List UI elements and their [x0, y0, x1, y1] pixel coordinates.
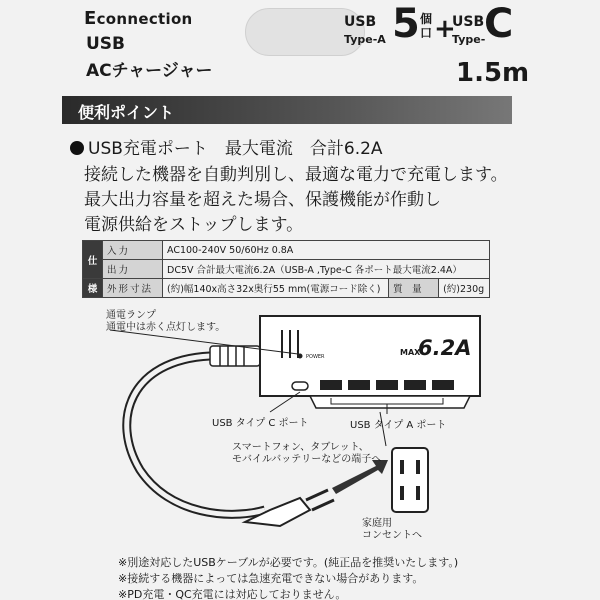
spec-weight-value: (約)230g: [439, 279, 490, 298]
feature-line-2: 最大出力容量を超えた場合、保護機能が作動し: [84, 190, 441, 210]
cable-relief: [210, 346, 260, 366]
max-label: MAX: [400, 348, 421, 357]
brand-name: connection: [96, 10, 193, 28]
note-1: ※別途対応したUSBケーブルが必要です。(純正品を推奨いたします。): [118, 556, 459, 569]
product-title-line2: ACチャージャー: [86, 61, 213, 81]
spec-output-value: DC5V 合計最大電流6.2A（USB-A ,Type-C 各ポート最大電流2.4A）: [163, 260, 490, 279]
spec-type-a-label: Type-A: [344, 33, 386, 46]
feature-line-1: 接続した機器を自動判別し、最適な電力で充電します。: [84, 165, 508, 185]
charger-base: [310, 396, 470, 408]
spec-weight-label: 質 量: [389, 279, 439, 298]
brand-mark: E: [84, 8, 97, 29]
spec-count-unit: 個口: [420, 12, 433, 40]
usb-a-port-icon-3: [376, 380, 398, 390]
brand-logo: [84, 8, 193, 29]
banner-label: 便利ポイント: [78, 103, 175, 122]
outlet-line-1: 家庭用: [362, 518, 392, 529]
insert-arrow-icon: [332, 460, 388, 494]
cable-inner: [127, 356, 265, 514]
lamp-title: 通電ランプ: [106, 310, 156, 321]
lamp-desc: 通電中は赤く点灯します。: [106, 322, 226, 333]
cable-length: 1.5m: [456, 58, 530, 88]
usb-c-port-icon: [292, 382, 308, 390]
spec-side-top: 仕: [83, 241, 103, 279]
bullet-icon: [70, 141, 84, 155]
power-lamp-icon: [298, 354, 303, 359]
spec-input-value: AC100-240V 50/60Hz 0.8A: [163, 241, 490, 260]
spec-port-count: 5: [392, 1, 420, 47]
usb-a-port-icon-4: [404, 380, 426, 390]
usb-a-port-icon-5: [432, 380, 454, 390]
max-current: 6.2A: [418, 336, 472, 360]
feature-banner: [62, 96, 512, 124]
spec-table: [82, 240, 490, 298]
spec-dims-value: (約)幅140x高さ32x奥行55 mm(電源コード除く): [163, 279, 389, 298]
feature-bullet: [70, 134, 383, 159]
spec-side-bottom: 様: [83, 279, 103, 298]
spec-usb-label-a: USB: [344, 14, 377, 30]
note-3: ※PD充電・QC充電には対応しておりません。: [118, 588, 347, 600]
usb-a-port-label: USB タイプ A ポート: [350, 420, 447, 431]
spec-input-label: 入力: [103, 241, 163, 260]
bullet-text: USB充電ポート 最大電流 合計6.2A: [88, 139, 383, 159]
spec-output-label: 出力: [103, 260, 163, 279]
spec-dims-label: 外形寸法: [103, 279, 163, 298]
usb-a-port-icon-1: [320, 380, 342, 390]
outlet-icon: [392, 448, 428, 512]
spec-c-letter: C: [484, 1, 514, 47]
usb-a-port-icon-2: [348, 380, 370, 390]
note-2: ※接続する機器によっては急速充電できない場合があります。: [118, 572, 424, 585]
feature-line-3: 電源供給をストップします。: [84, 215, 304, 235]
spec-usb-label-c: USB: [452, 14, 485, 30]
outlet-line-2: コンセントへ: [362, 530, 422, 541]
spec-plus: +: [434, 14, 456, 44]
spec-type-c-label: Type-: [452, 33, 486, 46]
power-label: POWER: [306, 354, 325, 360]
device-line-2: モバイルバッテリーなどの端子へ: [232, 454, 382, 465]
product-title-line1: USB: [86, 34, 126, 54]
device-line-1: スマートフォン、タブレット、: [232, 442, 369, 453]
usb-c-port-label: USB タイプ C ポート: [212, 418, 309, 429]
